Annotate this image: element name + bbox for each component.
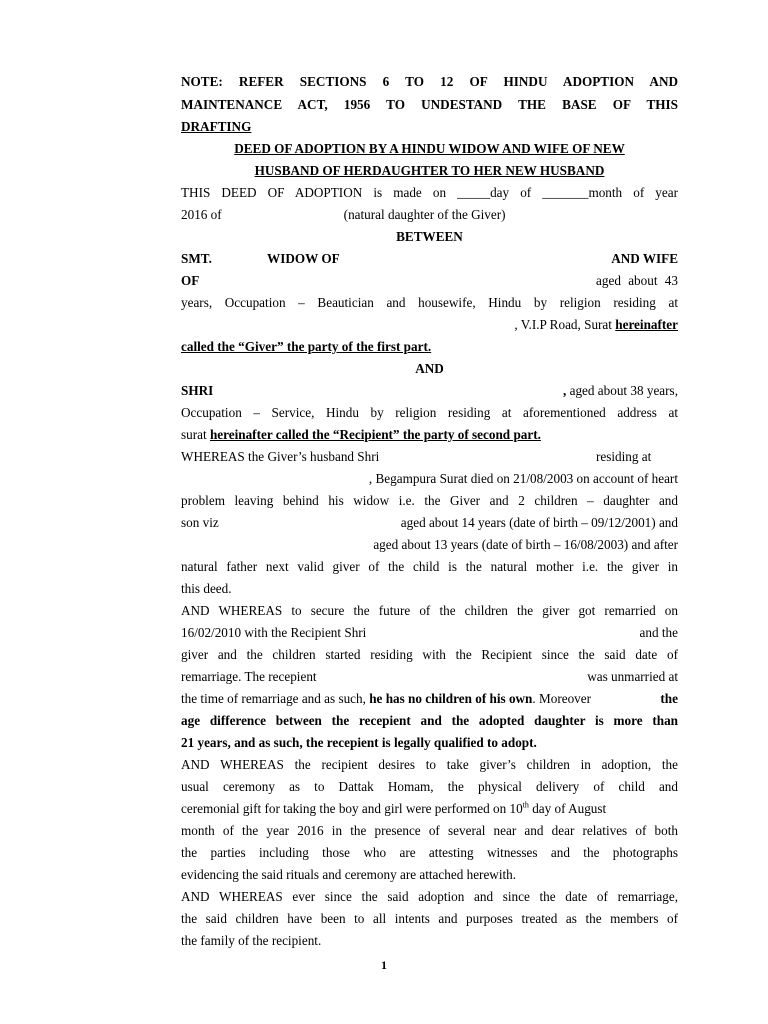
recipient-aged-comma: , [563,383,567,398]
whereas3-august: day of August [528,801,607,816]
whereas2-line-3: giver and the children started residing with the Recipient since the said date of [181,647,678,662]
giver-widow-of: WIDOW OF [267,251,340,266]
whereas1-husband: WHEREAS the Giver’s husband Shri [181,449,380,464]
giver-line-3: years, Occupation – Beautician and housewife, Hindu by religion residing at [181,295,678,310]
whereas2-recepient: remarriage. The recepient [181,669,317,684]
giver-line-2 [181,272,678,290]
recipient-called: hereinafter called the “Recipient” the party of second part. [209,427,541,442]
whereas2-moreover: . Moreover [532,691,591,706]
whereas3-sup: th [522,800,529,810]
giver-of: OF [181,273,200,288]
giver-line-5 [181,338,678,356]
whereas4-line-1: AND WHEREAS ever since the said adoption and since the date of remarriage, [181,889,678,904]
whereas2-remarried-date: 16/02/2010 with the Recipient Shri [181,625,367,640]
whereas2-unmarried: was unmarried at [587,669,678,684]
whereas2-the: the [660,691,678,706]
deed-title-line-2 [181,162,678,180]
giver-address: , V.I.P Road, Surat [514,317,612,332]
whereas3-line-4: month of the year 2016 in the presence of several near and dear relatives of both [181,823,678,838]
whereas2-time: the time of remarriage and as such, [181,691,366,706]
whereas4-line-3: the family of the recipient. [181,933,322,948]
whereas1-residing: residing at [596,449,652,464]
whereas3-line-3 [181,800,678,818]
whereas2-line-6: age difference between the recepient and the adopted daughter is more than [181,713,678,728]
giver-smt: SMT. [181,251,212,266]
giver-hereinafter: hereinafter [615,317,678,332]
whereas2-line-7: 21 years, and as such, the recepient is legally qualified to adopt. [181,735,537,750]
whereas2-no-children: he has no children of his own [369,691,533,706]
recipient-aged [563,382,678,400]
whereas1-line-4 [181,514,678,532]
intro-year: 2016 of [181,207,222,222]
deed-title-text-2: HUSBAND OF HERDAUGHTER TO HER NEW HUSBAND [254,163,605,178]
whereas1-line-1 [181,448,678,466]
whereas4-line-2: the said children have been to all intents and purposes treated as the members of [181,911,678,926]
whereas3-line-2: usual ceremony as to Dattak Homam, the physical delivery of child and [181,779,678,794]
note-line-1: NOTE: REFER SECTIONS 6 TO 12 OF HINDU ADOPTION AND [181,74,678,89]
recipient-line-2: Occupation – Service, Hindu by religion residing at aforementioned address at [181,405,678,420]
whereas2-line-1: AND WHEREAS to secure the future of the children the giver got remarried on [181,603,678,618]
recipient-line-3 [181,426,678,444]
and-heading: AND [415,361,444,376]
recipient-shri: SHRI [181,383,214,398]
whereas2-and-the: and the [639,625,678,640]
whereas2-line-2 [181,624,678,642]
note-line-3-text: DRAFTING [181,119,252,134]
deed-title-text-1: DEED OF ADOPTION BY A HINDU WIDOW AND WIFE OF NEW [234,141,625,156]
whereas1-died: , Begampura Surat died on 21/08/2003 on account of heart [368,471,678,486]
intro-line-2 [181,206,678,224]
giver-called: called the “Giver” the party of the first part. [181,339,432,354]
note-line-3 [181,118,678,136]
whereas1-age-14: aged about 14 years (date of birth – 09/12/2001) and [400,515,678,530]
deed-title-line-1 [181,140,678,158]
recipient-line-1 [181,382,678,400]
whereas2-line-5 [181,690,678,708]
intro-line-1: THIS DEED OF ADOPTION is made on _____day of _______month of year [181,185,678,200]
whereas1-line-3: problem leaving behind his widow i.e. the Giver and 2 children – daughter and [181,493,678,508]
giver-line-1 [181,250,678,268]
giver-and-wife: AND WIFE [611,251,678,266]
giver-address-tail [514,316,678,334]
intro-natural-daughter: (natural daughter of the Giver) [343,207,506,222]
recipient-aged-text: aged about 38 years, [569,383,678,398]
whereas1-son-viz: son viz [181,515,219,530]
whereas3-line-1: AND WHEREAS the recipient desires to take giver’s children in adoption, the [181,757,678,772]
giver-aged: aged about 43 [596,273,678,288]
note-line-2: MAINTENANCE ACT, 1956 TO UNDESTAND THE BASE OF THIS [181,97,678,112]
whereas3-line-5: the parties including those who are attesting witnesses and the photographs [181,845,678,860]
whereas1-line-6: natural father next valid giver of the child is the natural mother i.e. the giver in [181,559,678,574]
whereas1-age-13: aged about 13 years (date of birth – 16/08/2003) and after [373,537,678,552]
whereas3-ceremonial: ceremonial gift for taking the boy and girl were performed on 10 [181,801,523,816]
whereas2-line-4 [181,668,678,686]
between-heading: BETWEEN [396,229,463,244]
page-number: 1 [381,958,387,972]
whereas1-line-7: this deed. [181,581,232,596]
whereas3-line-6: evidencing the said rituals and ceremony are attached herewith. [181,867,517,882]
recipient-surat: surat [181,427,207,442]
